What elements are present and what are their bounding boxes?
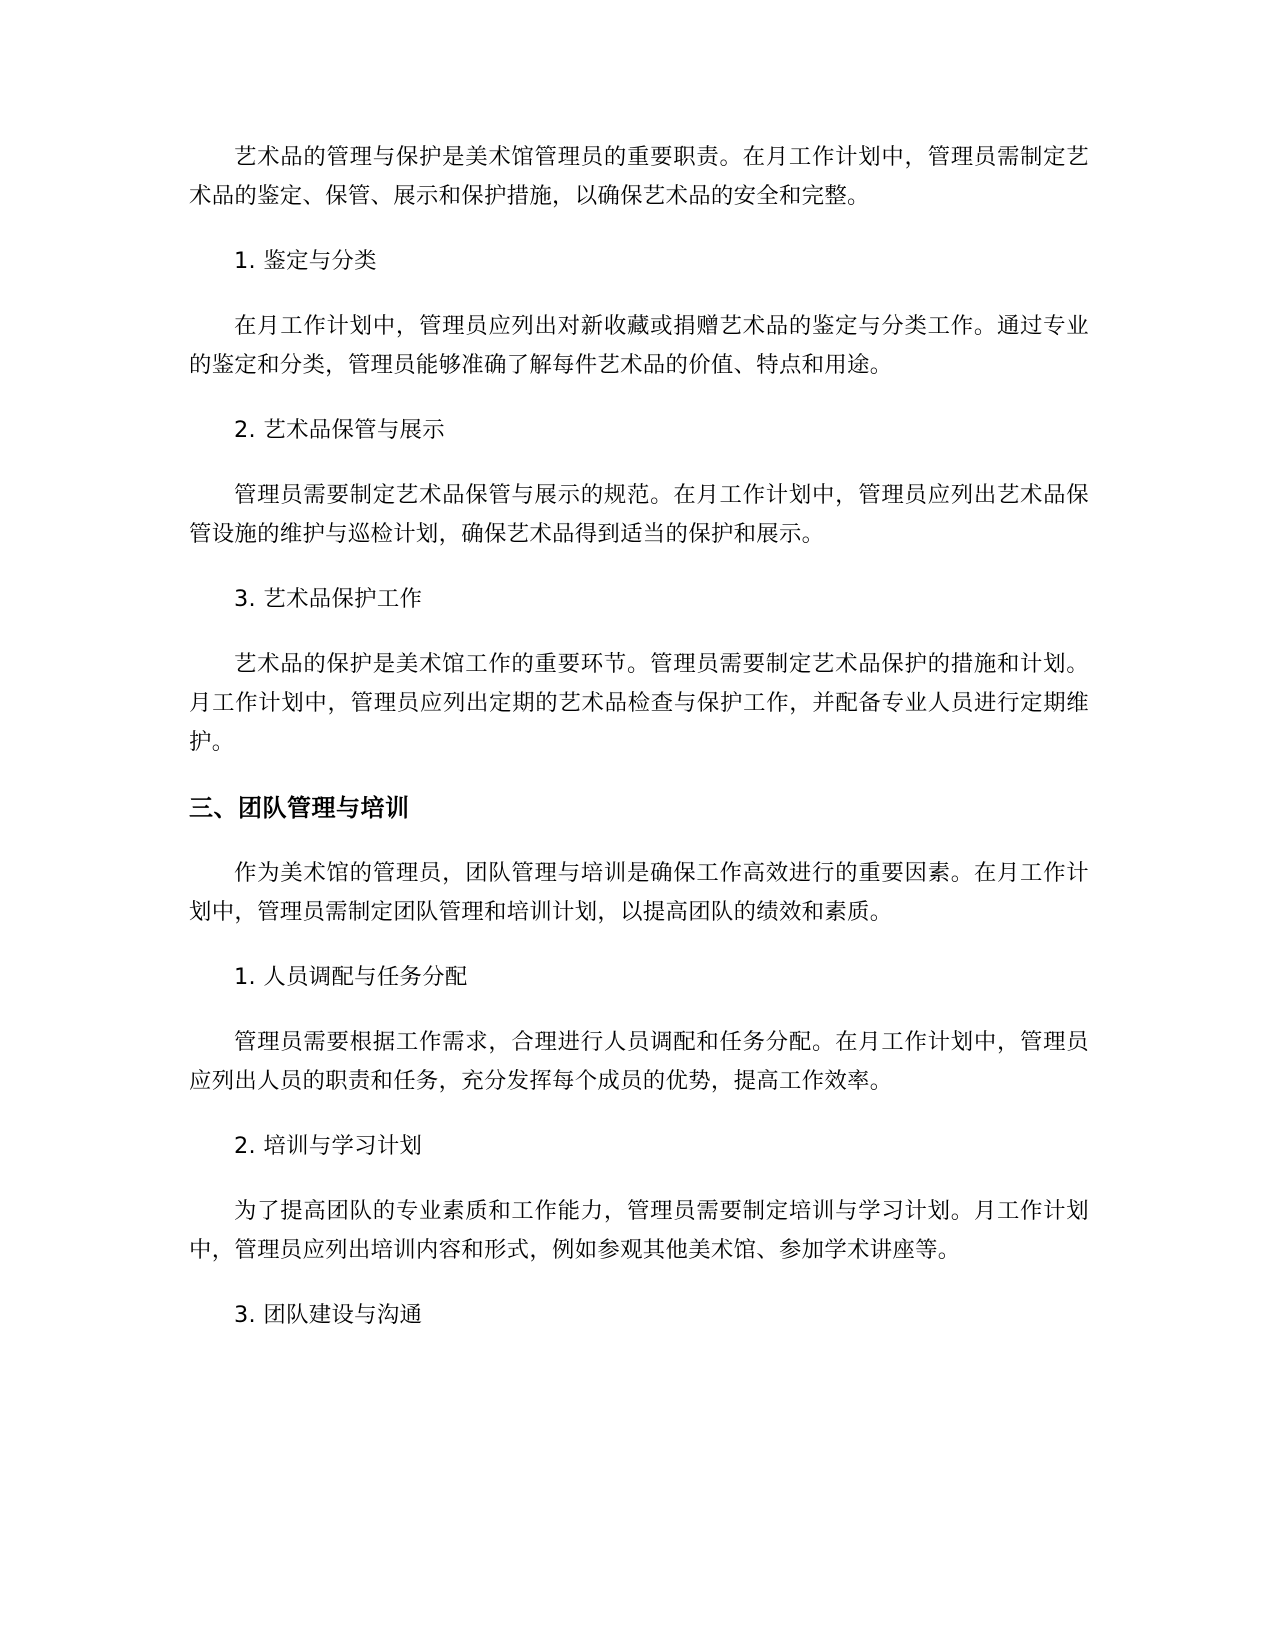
item-appraisal-classification: 1. 鉴定与分类 bbox=[234, 248, 377, 274]
section-heading-team-management: 三、团队管理与培训 bbox=[189, 794, 410, 822]
item-protection-work: 3. 艺术品保护工作 bbox=[234, 586, 423, 612]
paragraph-staffing-tasks: 管理员需要根据工作需求，合理进行人员调配和任务分配。在月工作计划中，管理员应列出人员的职责和任务，充分发挥每个成员的优势，提高工作效率。 bbox=[189, 1029, 1089, 1094]
paragraph-artwork-management-intro: 艺术品的管理与保护是美术馆管理员的重要职责。在月工作计划中，管理员需制定艺术品的鉴定、保管、展示和保护措施，以确保艺术品的安全和完整。 bbox=[189, 144, 1089, 209]
item-team-building: 3. 团队建设与沟通 bbox=[234, 1302, 423, 1328]
item-training-plan: 2. 培训与学习计划 bbox=[234, 1133, 423, 1159]
paragraph-appraisal-classification: 在月工作计划中，管理员应列出对新收藏或捐赠艺术品的鉴定与分类工作。通过专业的鉴定和分类，管理员能够准确了解每件艺术品的价值、特点和用途。 bbox=[189, 313, 1089, 378]
paragraph-training-plan: 为了提高团队的专业素质和工作能力，管理员需要制定培训与学习计划。月工作计划中，管理员应列出培训内容和形式，例如参观其他美术馆、参加学术讲座等。 bbox=[189, 1198, 1089, 1263]
item-storage-display: 2. 艺术品保管与展示 bbox=[234, 417, 445, 443]
document-body bbox=[189, 138, 1089, 1361]
paragraph-protection-work: 艺术品的保护是美术馆工作的重要环节。管理员需要制定艺术品保护的措施和计划。月工作计划中，管理员应列出定期的艺术品检查与保护工作，并配备专业人员进行定期维护。 bbox=[189, 651, 1089, 755]
paragraph-storage-display: 管理员需要制定艺术品保管与展示的规范。在月工作计划中，管理员应列出艺术品保管设施的维护与巡检计划，确保艺术品得到适当的保护和展示。 bbox=[189, 482, 1089, 547]
item-staffing-tasks: 1. 人员调配与任务分配 bbox=[234, 964, 468, 990]
paragraph-team-management-intro: 作为美术馆的管理员，团队管理与培训是确保工作高效进行的重要因素。在月工作计划中，管理员需制定团队管理和培训计划，以提高团队的绩效和素质。 bbox=[189, 860, 1089, 925]
